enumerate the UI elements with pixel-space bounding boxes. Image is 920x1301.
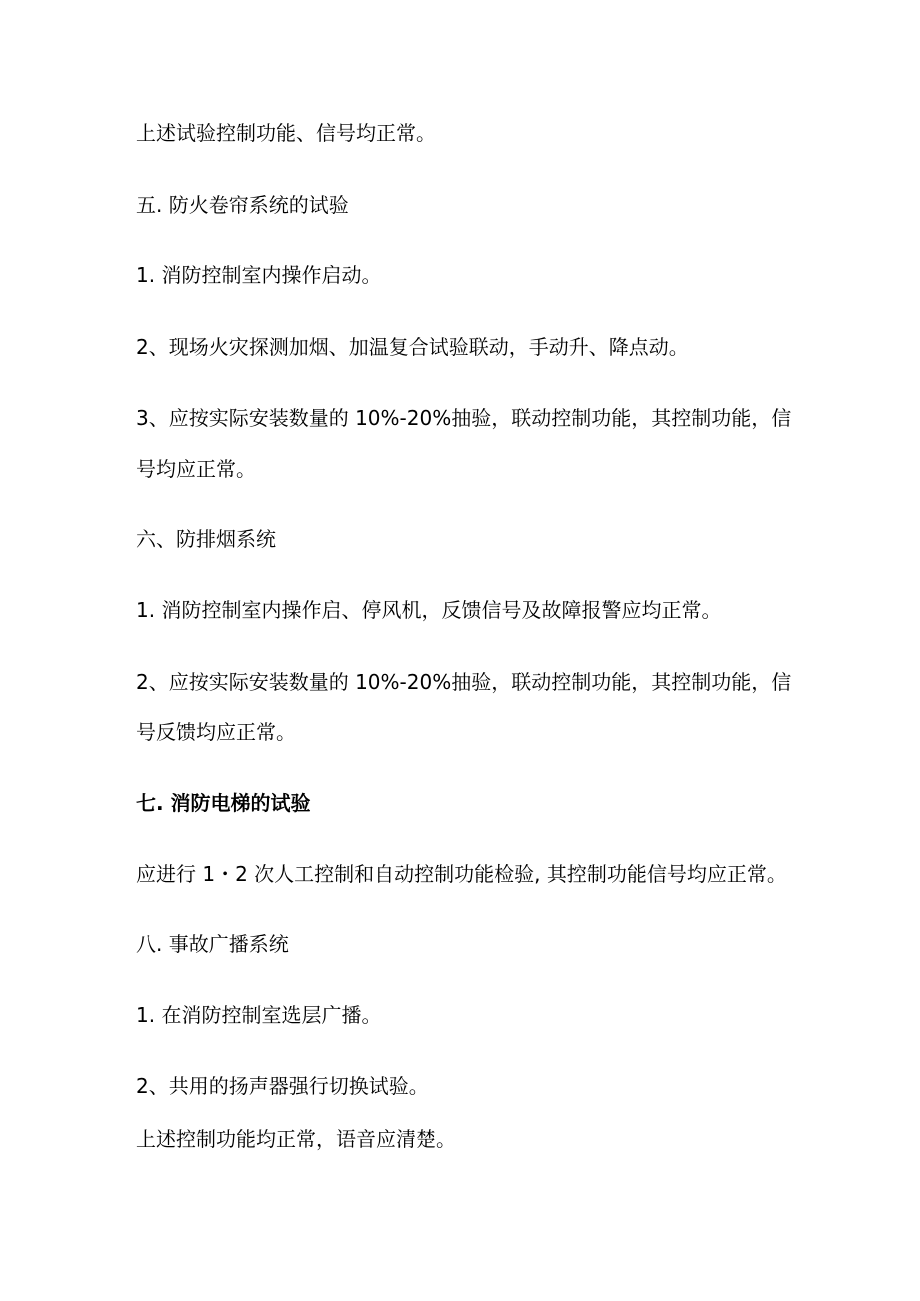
list-item-shutter-2: 2、现场火灾探测加烟、加温复合试验联动，手动升、降点动。 xyxy=(136,335,689,359)
section-heading-fire-elevator: 七. 消防电梯的试验 xyxy=(136,791,311,815)
list-item-shutter-3-cont: 号均应正常。 xyxy=(136,457,256,481)
paragraph-elevator-test: 应进行 1・2 次人工控制和自动控制功能检验, 其控制功能信号均应正常。 xyxy=(136,862,787,886)
paragraph-summary-test-normal: 上述试验控制功能、信号均正常。 xyxy=(136,121,436,145)
list-item-smoke-2: 2、应按实际安装数量的 10%-20%抽验，联动控制功能，其控制功能，信 xyxy=(136,670,792,694)
list-item-broadcast-2: 2、共用的扬声器强行切换试验。 xyxy=(136,1074,429,1098)
list-item-broadcast-1: 1. 在消防控制室选层广播。 xyxy=(136,1003,382,1027)
list-item-smoke-1: 1. 消防控制室内操作启、停风机，反馈信号及故障报警应均正常。 xyxy=(136,598,722,622)
list-item-smoke-2-cont: 号反馈均应正常。 xyxy=(136,720,296,744)
paragraph-broadcast-summary: 上述控制功能均正常，语音应清楚。 xyxy=(136,1127,456,1151)
list-item-shutter-3: 3、应按实际安装数量的 10%-20%抽验，联动控制功能，其控制功能，信 xyxy=(136,406,792,430)
section-heading-fire-shutter: 五. 防火卷帘系统的试验 xyxy=(136,193,349,217)
section-heading-smoke-exhaust: 六、防排烟系统 xyxy=(136,527,276,551)
section-heading-emergency-broadcast: 八. 事故广播系统 xyxy=(136,932,289,956)
list-item-shutter-1: 1. 消防控制室内操作启动。 xyxy=(136,263,382,287)
